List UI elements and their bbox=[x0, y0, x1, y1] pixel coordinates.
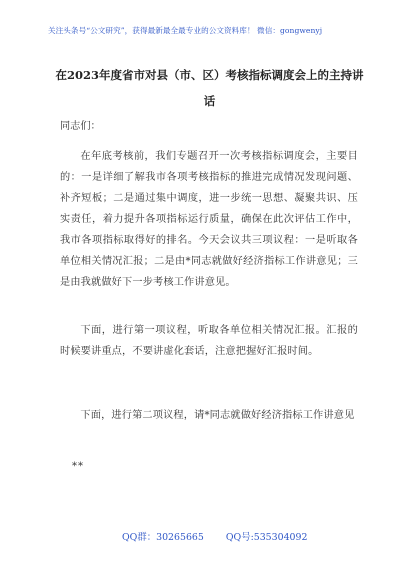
paragraph-agenda-one: 下面，进行第一项议程，听取各单位相关情况汇报。汇报的时候要讲重点，不要讲虚化套话，注意把握好汇报时间。 bbox=[60, 325, 358, 357]
footer-contact bbox=[122, 531, 307, 545]
salutation: 同志们： bbox=[60, 121, 101, 132]
paragraph-intro: 在年底考核前，我们专题召开一次考核指标调度会，主要目的：一是详细了解我市各项考核指标的推进完成情况发现问题、补齐短板；二是通过集中调度，进一步统一思想、凝聚共识、压实责任，着力提升各项指标运行质量，确保在此次评估工作中，我市各项指标取得好的排名。今天会议共三项议程：一是听取各单位相关情况汇报；二是由*同志就做好经济指标工作讲意见；三是由我就做好下一步考核工作讲意见。 bbox=[60, 151, 358, 288]
document-title: 在2023年度省市对县（市、区）考核指标调度会上的主持讲话 bbox=[55, 68, 364, 108]
paragraph-agenda-two: 下面，进行第二项议程，请*同志就做好经济指标工作讲意见 bbox=[80, 410, 355, 421]
footer-qq-group: QQ群：30265665 bbox=[122, 532, 204, 543]
signature-placeholder: ** bbox=[72, 461, 84, 472]
header-banner: 关注头条号“公文研究”，获得最新最全最专业的公文资料库！ 微信：gongwenyj bbox=[48, 26, 323, 35]
footer-qq-number: QQ号:535304092 bbox=[225, 532, 308, 543]
